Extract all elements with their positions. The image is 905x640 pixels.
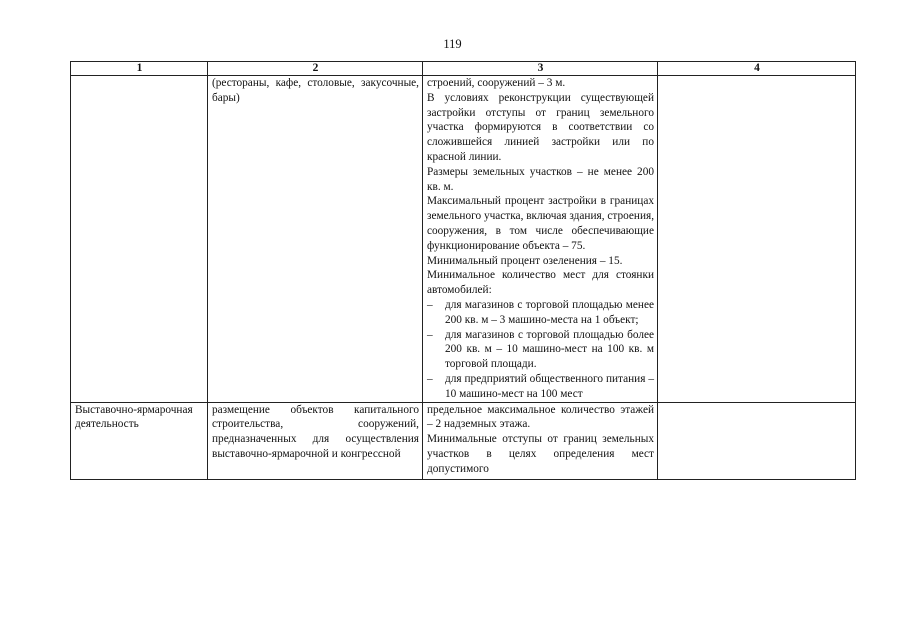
parameter-paragraph: Минимальные отступы от границ земельных участков в целях определения мест допустимого bbox=[427, 433, 654, 475]
column-header-1: 1 bbox=[71, 62, 208, 76]
list-item-text: для предприятий общественного питания – 10 машино-мест на 100 мест bbox=[445, 372, 654, 400]
parking-list-item bbox=[427, 298, 654, 328]
page-number: 119 bbox=[443, 37, 462, 51]
parameter-paragraph: В условиях реконструкции существующей застройки отступы от границ земельного участка формируются в соответствии со сложившейся линией застройки или по красной линии. bbox=[427, 91, 654, 163]
cell-use-description: (рестораны, кафе, столовые, закусочные, бары) bbox=[208, 76, 423, 403]
list-item-text: для магазинов с торговой площадью менее 200 кв. м – 3 машино-места на 1 объект; bbox=[445, 298, 654, 326]
cell-use-type: Выставочно-ярмарочная деятельность bbox=[71, 402, 208, 479]
column-header-3: 3 bbox=[423, 62, 658, 76]
column-header-4: 4 bbox=[658, 62, 856, 76]
cell-notes bbox=[658, 402, 856, 479]
table-row bbox=[71, 402, 856, 479]
list-item-text: для магазинов с торговой площадью более 200 кв. м – 10 машино-мест на 100 кв. м торговой площади. bbox=[445, 328, 654, 371]
parking-list-item bbox=[427, 372, 654, 402]
parameter-paragraph: Минимальное количество мест для стоянки автомобилей: bbox=[427, 269, 654, 297]
cell-parameters bbox=[423, 76, 658, 403]
list-dash-marker: – bbox=[427, 298, 433, 311]
parking-list-item bbox=[427, 328, 654, 372]
column-header-2: 2 bbox=[208, 62, 423, 76]
parameter-paragraph: Минимальный процент озеленения – 15. bbox=[427, 254, 623, 267]
cell-use-description: размещение объектов капитального строительства, сооружений, предназначенных для осуществления выставочно-ярмарочной и конгрессной bbox=[208, 402, 423, 479]
parameter-paragraph: строений, сооружений – 3 м. bbox=[427, 77, 566, 89]
table-header-row bbox=[71, 62, 856, 76]
parameter-paragraph: Максимальный процент застройки в границах земельного участка, включая здания, строения, сооружения, в том числе обеспечивающие функционирование объекта – 75. bbox=[427, 195, 655, 252]
cell-use-type bbox=[71, 76, 208, 403]
parameter-paragraph: предельное максимальное количество этажей – 2 надземных этажа. bbox=[427, 403, 654, 431]
cell-notes bbox=[658, 76, 856, 403]
cell-parameters bbox=[423, 402, 658, 479]
table-row bbox=[71, 76, 856, 403]
regulations-table bbox=[70, 61, 856, 480]
parameter-paragraph: Размеры земельных участков – не менее 200 кв. м. bbox=[427, 165, 654, 193]
list-dash-marker: – bbox=[427, 328, 433, 341]
list-dash-marker: – bbox=[427, 372, 433, 385]
